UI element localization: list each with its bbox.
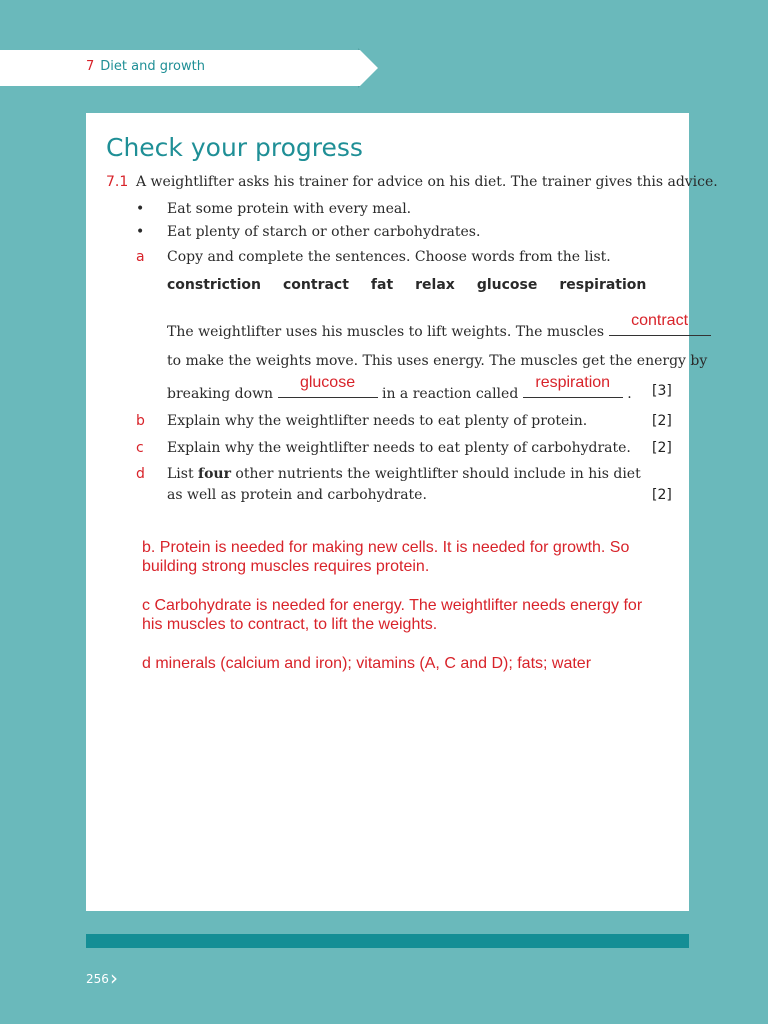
part-c-marks: [2] bbox=[652, 440, 672, 456]
part-b-letter: b bbox=[136, 413, 145, 429]
sentence-line-3 bbox=[167, 374, 632, 402]
part-d-text-line2: as well as protein and carbohydrate. bbox=[167, 487, 427, 503]
chapter-number: 7 bbox=[86, 59, 95, 74]
sentence-text: . bbox=[627, 386, 632, 402]
sentence-text: in a reaction called bbox=[381, 386, 519, 402]
question-intro: A weightlifter asks his trainer for advice on his diet. The trainer gives this advice. bbox=[136, 174, 718, 190]
blank-2-answer: glucose bbox=[299, 374, 356, 391]
chapter-tab-arrow bbox=[360, 50, 378, 86]
answer-c: c Carbohydrate is needed for energy. The weightlifter needs energy for his muscles to contract, to lift the weights. bbox=[142, 597, 643, 633]
sentence-text: breaking down bbox=[167, 386, 274, 402]
chapter-title: Diet and growth bbox=[100, 59, 205, 74]
part-c-text: Explain why the weightlifter needs to eat plenty of carbohydrate. bbox=[167, 440, 631, 456]
part-d-marks: [2] bbox=[652, 487, 672, 503]
part-d-letter: d bbox=[136, 466, 145, 482]
word-list-item: fat bbox=[370, 277, 394, 293]
blank-3 bbox=[523, 374, 623, 398]
part-b-marks: [2] bbox=[652, 413, 672, 429]
answer-b: b. Protein is needed for making new cells. It is needed for growth. So building strong muscles requires protein. bbox=[142, 539, 630, 575]
sentence-text: The weightlifter uses his muscles to lift weights. The muscles bbox=[167, 324, 605, 340]
word-list-item: respiration bbox=[559, 277, 647, 293]
word-list-item: contract bbox=[283, 277, 349, 293]
question-number: 7.1 bbox=[106, 174, 129, 190]
part-d-text-bold: four bbox=[198, 466, 231, 482]
blank-1 bbox=[609, 312, 711, 336]
word-list-item: glucose bbox=[476, 277, 538, 293]
answer-d: d minerals (calcium and iron); vitamins (A, C and D); fats; water bbox=[142, 655, 592, 672]
sentence-line-2: to make the weights move. This uses energy. The muscles get the energy by bbox=[167, 353, 708, 369]
part-d-text-pre: List bbox=[167, 466, 199, 482]
bullet-item: Eat plenty of starch or other carbohydrates. bbox=[167, 224, 481, 240]
word-list bbox=[167, 277, 646, 293]
part-a-instruction: Copy and complete the sentences. Choose words from the list. bbox=[167, 249, 611, 265]
footer-bar bbox=[86, 934, 689, 948]
page-title: Check your progress bbox=[106, 133, 363, 162]
blank-3-answer: respiration bbox=[535, 374, 611, 391]
blank-2 bbox=[278, 374, 378, 398]
bullet-marker: • bbox=[136, 224, 145, 240]
word-list-item: constriction bbox=[167, 277, 261, 293]
part-d-text-post: other nutrients the weightlifter should include in his diet bbox=[230, 466, 641, 482]
bullet-marker: • bbox=[136, 201, 145, 217]
part-c-letter: c bbox=[136, 440, 144, 456]
chapter-label bbox=[86, 59, 205, 74]
blank-1-answer: contract bbox=[631, 312, 689, 329]
part-b-text: Explain why the weightlifter needs to eat plenty of protein. bbox=[167, 413, 588, 429]
part-d-text bbox=[167, 466, 641, 482]
word-list-item: relax bbox=[415, 277, 455, 293]
part-a-marks: [3] bbox=[652, 383, 672, 399]
chevron-right-icon: › bbox=[110, 966, 118, 990]
bullet-item: Eat some protein with every meal. bbox=[167, 201, 412, 217]
sentence-line-1 bbox=[167, 312, 711, 340]
page-number: 256 bbox=[86, 972, 109, 986]
part-a-letter: a bbox=[136, 249, 145, 265]
